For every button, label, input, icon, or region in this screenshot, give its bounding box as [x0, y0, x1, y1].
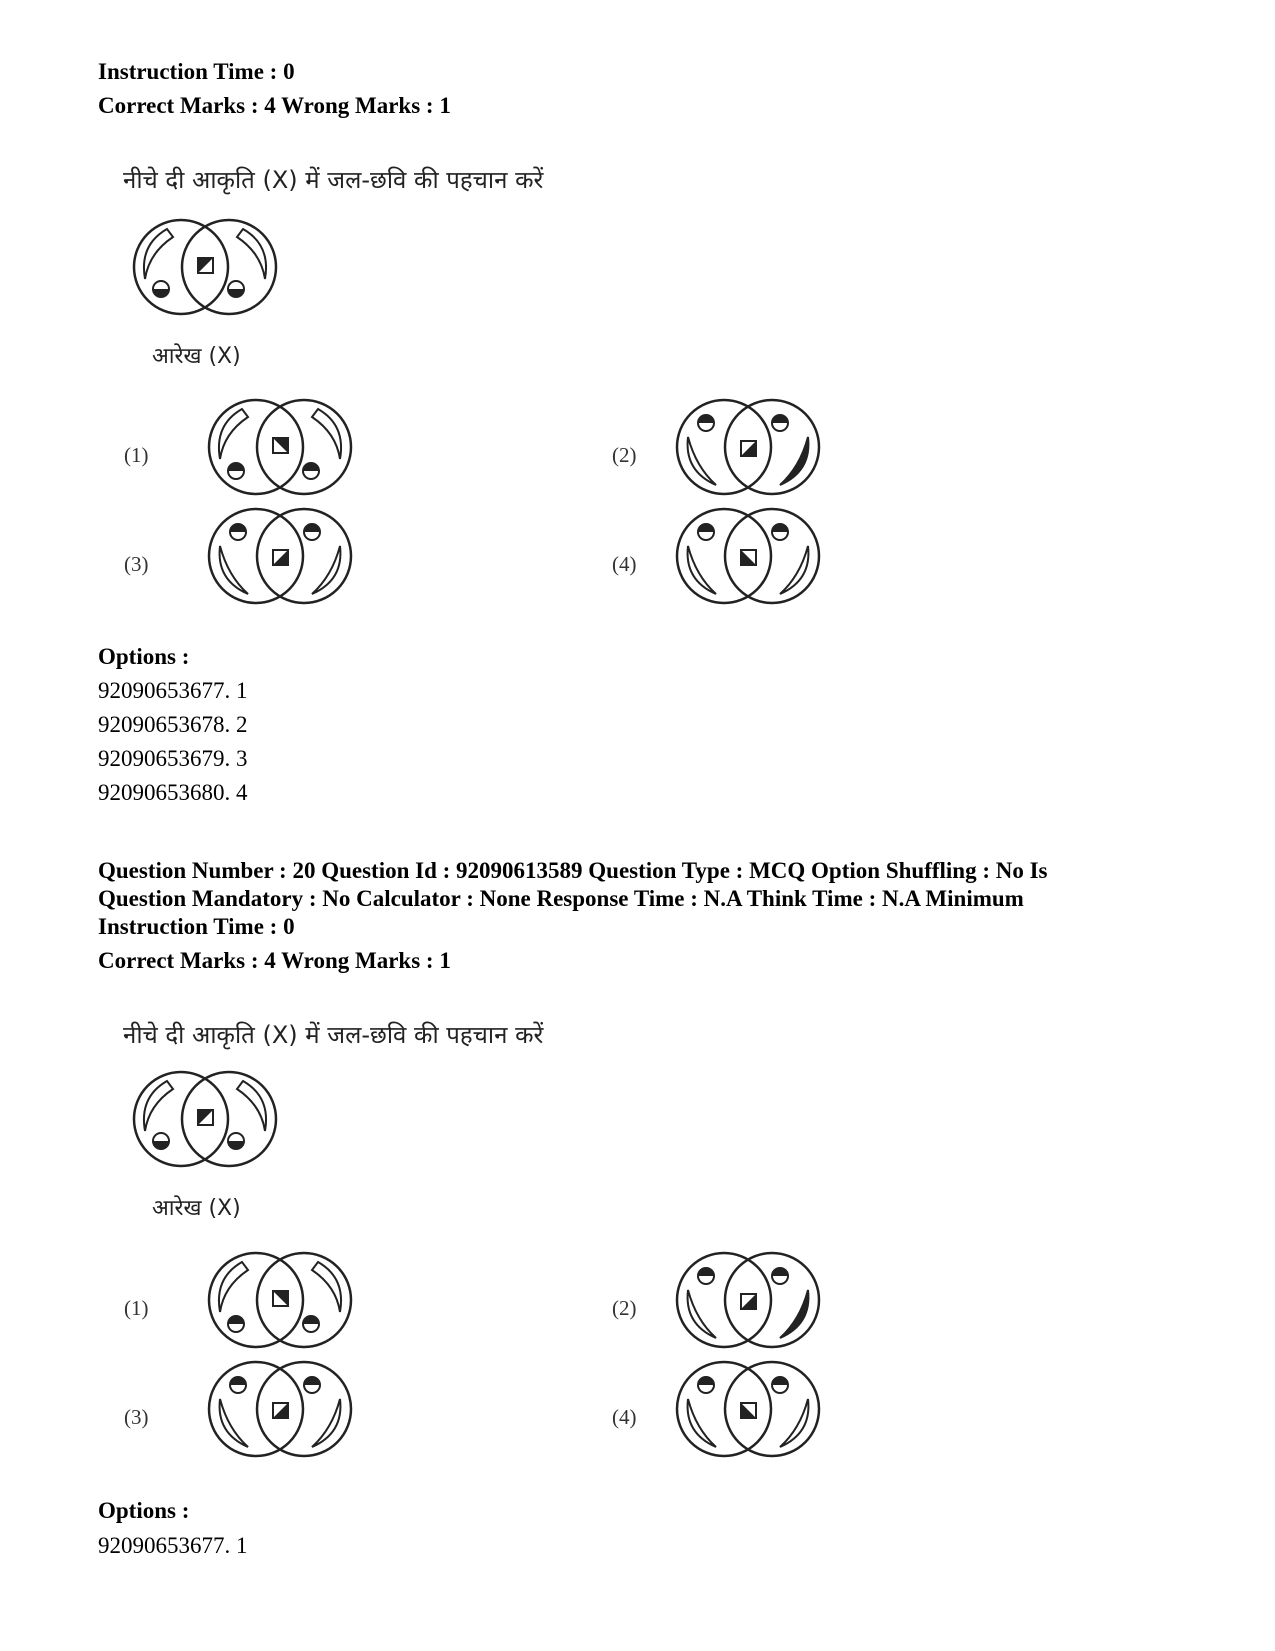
- option-label-3: (3): [124, 552, 149, 576]
- options-heading: Options :: [98, 1498, 190, 1523]
- option-figure-4: [666, 1359, 831, 1459]
- option-figure-2: [666, 1250, 831, 1350]
- option-row-4: 92090653680. 4: [98, 780, 248, 805]
- marks-info: Correct Marks : 4 Wrong Marks : 1: [98, 93, 451, 118]
- instruction-time: Instruction Time : 0: [98, 59, 295, 84]
- option-figure-1: [198, 397, 363, 497]
- option-figure-2: [666, 397, 831, 497]
- instruction-time: Instruction Time : 0: [98, 914, 295, 939]
- figure-caption: आरेख (X): [152, 344, 241, 369]
- option-row-3: 92090653679. 3: [98, 746, 248, 771]
- question-text: नीचे दी आकृति (X) में जल-छवि की पहचान करें: [123, 1021, 544, 1049]
- option-row-1: 92090653677. 1: [98, 678, 248, 703]
- option-label-2: (2): [612, 443, 637, 467]
- option-label-3: (3): [124, 1405, 149, 1429]
- option-label-2: (2): [612, 1296, 637, 1320]
- option-label-4: (4): [612, 552, 637, 576]
- option-figure-3: [198, 1359, 363, 1459]
- option-figure-1: [198, 1250, 363, 1350]
- option-label-4: (4): [612, 1405, 637, 1429]
- option-row-2: 92090653678. 2: [98, 712, 248, 737]
- options-heading: Options :: [98, 644, 190, 669]
- question-text: नीचे दी आकृति (X) में जल-छवि की पहचान करें: [123, 166, 544, 194]
- option-label-1: (1): [124, 1296, 149, 1320]
- figure-x: [123, 1069, 288, 1169]
- marks-info: Correct Marks : 4 Wrong Marks : 1: [98, 948, 451, 973]
- figure-caption: आरेख (X): [152, 1196, 241, 1221]
- option-figure-3: [198, 506, 363, 606]
- question-header-line-2: Question Mandatory : No Calculator : None Response Time : N.A Think Time : N.A Minimum: [98, 886, 1024, 911]
- option-row-1: 92090653677. 1: [98, 1533, 248, 1558]
- question-header-line-1: Question Number : 20 Question Id : 92090613589 Question Type : MCQ Option Shuffling : No Is: [98, 858, 1048, 883]
- figure-x: [123, 217, 288, 317]
- option-figure-4: [666, 506, 831, 606]
- option-label-1: (1): [124, 443, 149, 467]
